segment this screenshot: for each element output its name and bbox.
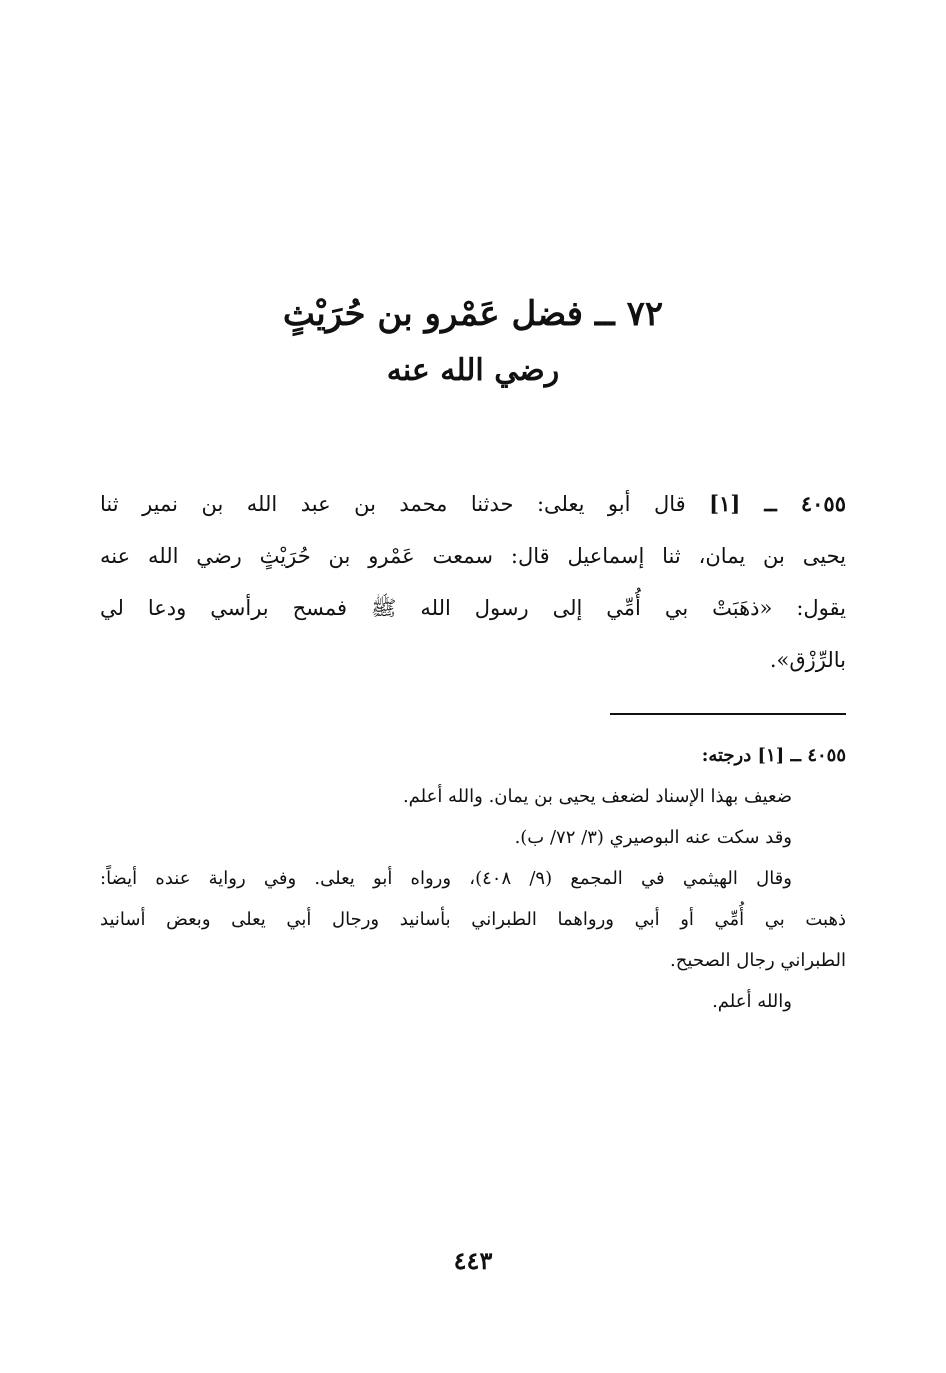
hadith-text: [100, 478, 846, 686]
footnotes: [100, 735, 846, 1022]
hadith-line-3: يقول: «ذهَبَتْ بي أُمِّي إلى رسول الله ﷺ فمسح برأسي ودعا لي: [100, 596, 846, 620]
hadith-line-4: بالرِّزْق».: [769, 648, 846, 672]
hadith-line-2: يحيى بن يمان، ثنا إسماعيل قال: سمعت عَمْرو بن حُرَيْثٍ رضي الله عنه: [100, 544, 846, 568]
footnote-line-1: ضعيف بهذا الإسناد لضعف يحيى بن يمان. والله أعلم.: [402, 786, 792, 807]
hadith-line-1: [100, 478, 846, 530]
footnote-line-3: وقال الهيثمي في المجمع (٩/ ٤٠٨)، ورواه أبو يعلى. وفي رواية عنده أيضاً:: [100, 868, 792, 889]
chapter-subtitle: رضي الله عنه: [386, 353, 560, 388]
chapter-heading: [0, 292, 946, 392]
footnote-line-6: والله أعلم.: [712, 991, 792, 1012]
hadith-number: ٤٠٥٥ ــ [١]: [709, 491, 846, 516]
page-number: ٤٤٣: [453, 1246, 493, 1275]
chapter-title: ٧٢ ــ فضل عَمْرو بن حُرَيْثٍ: [282, 294, 664, 334]
hadith-line-1-text: قال أبو يعلى: حدثنا محمد بن عبد الله بن نمير ثنا: [100, 492, 686, 516]
footnote-line-5: الطبراني رجال الصحيح.: [670, 950, 846, 971]
footnote-line-4: ذهبت بي أُمِّي أو أبي ورواهما الطبراني بأسانيد ورجال أبي يعلى وبعض أسانيد: [100, 909, 846, 930]
footnote-divider: [610, 713, 846, 715]
footnote-heading: ٤٠٥٥ ــ [١] درجته:: [701, 745, 846, 766]
footnote-line-2: وقد سكت عنه البوصيري (٣/ ٧٢/ ب).: [514, 827, 792, 848]
